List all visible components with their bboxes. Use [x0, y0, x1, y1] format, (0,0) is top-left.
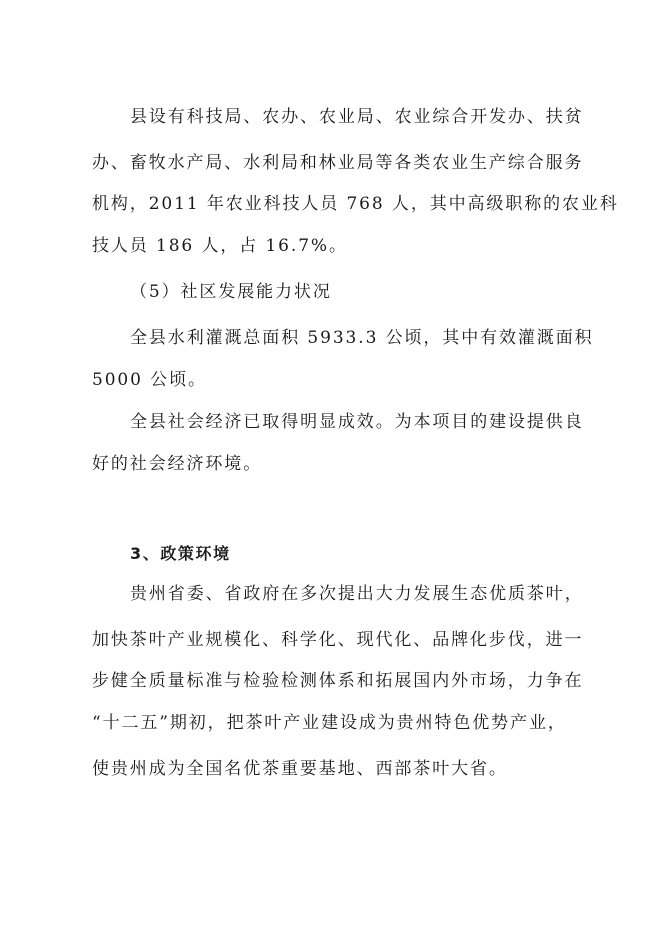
section-heading-policy: 3、政策环境: [130, 544, 231, 563]
para1-line-4: 技人员 186 人，占 16.7%。: [92, 236, 348, 256]
subheading-community: （5）社区发展能力状况: [130, 282, 332, 302]
para3-line-1: 全县社会经济已取得明显成效。为本项目的建设提供良: [130, 412, 584, 432]
para4-line-4: “十二五”期初，把茶叶产业建设成为贵州特色优势产业，: [92, 713, 567, 733]
para4-line-1: 贵州省委、省政府在多次提出大力发展生态优质茶叶，: [130, 584, 584, 604]
para1-line-3: 机构，2011 年农业科技人员 768 人，其中高级职称的农业科: [92, 194, 619, 214]
para2-line-1: 全县水利灌溉总面积 5933.3 公顷，其中有效灌溉面积: [130, 328, 594, 348]
para1-line-2: 办、畜牧水产局、水利局和林业局等各类农业生产综合服务: [92, 153, 584, 173]
para1-line-1: 县设有科技局、农办、农业局、农业综合开发办、扶贫: [130, 107, 584, 127]
para4-line-5: 使贵州成为全国名优茶重要基地、西部茶叶大省。: [92, 759, 508, 779]
para4-line-3: 步健全质量标准与检验检测体系和拓展国内外市场，力争在: [92, 671, 584, 691]
para2-line-2: 5000 公顷。: [92, 370, 207, 390]
para4-line-2: 加快茶叶产业规模化、科学化、现代化、品牌化步伐，进一: [92, 630, 584, 650]
para3-line-2: 好的社会经济环境。: [92, 454, 263, 474]
